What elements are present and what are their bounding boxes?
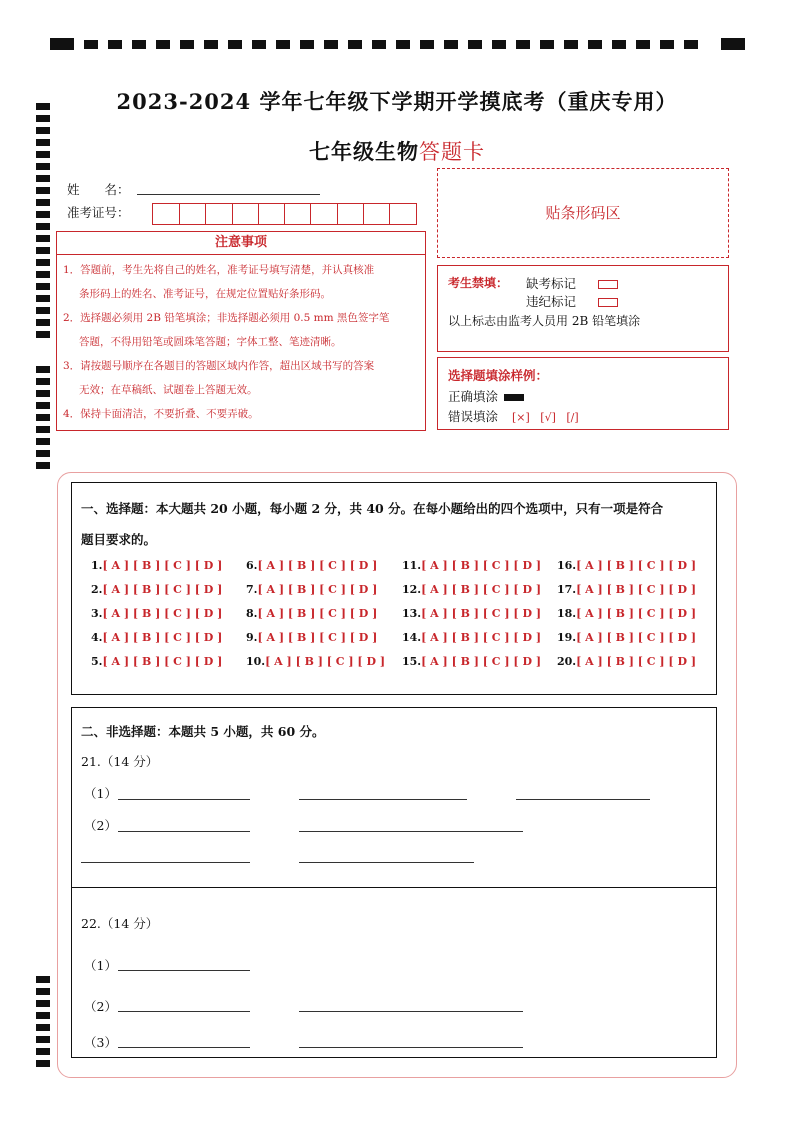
name-label: 姓 名： [67, 182, 130, 197]
choice-item[interactable] [246, 607, 377, 620]
wrong-marks: [×] [√] [/] [512, 411, 579, 424]
timing-mark [36, 378, 50, 385]
option-bubbles[interactable]: [ A ] [ B ] [ C ] [ D ] [102, 607, 223, 620]
timing-mark [156, 40, 170, 49]
choice-item[interactable] [91, 607, 222, 620]
answer-line[interactable] [299, 831, 523, 832]
question-number: 17. [557, 583, 577, 596]
timing-mark [36, 450, 50, 457]
page-subtitle [0, 136, 794, 166]
notice-item: 答题，不得用铅笔或圆珠笔答题；字体工整、笔迹清晰。 [79, 336, 342, 348]
timing-mark [36, 462, 50, 469]
timing-mark [180, 40, 194, 49]
question-number: 12. [402, 583, 422, 596]
choice-item[interactable] [402, 655, 541, 668]
timing-mark [36, 331, 50, 338]
timing-mark [84, 40, 98, 49]
answer-line[interactable] [299, 799, 467, 800]
timing-mark [36, 1048, 50, 1055]
timing-marks-top [50, 38, 745, 50]
question-number: 7. [246, 583, 258, 596]
sample-title: 选择题填涂样例： [448, 368, 549, 383]
question-number: 11. [402, 559, 422, 572]
timing-mark [612, 40, 626, 49]
option-bubbles[interactable]: [ A ] [ B ] [ C ] [ D ] [257, 607, 378, 620]
answer-line[interactable] [118, 1011, 250, 1012]
timing-mark [36, 414, 50, 421]
notice-item: 无效；在草稿纸、试题卷上答题无效。 [79, 384, 258, 396]
timing-mark [36, 223, 50, 230]
option-bubbles[interactable]: [ A ] [ B ] [ C ] [ D ] [576, 655, 697, 668]
choice-item[interactable] [557, 655, 696, 668]
choice-heading-line1: 一、选择题：本大题共 20 小题，每小题 2 分，共 40 分。在每小题给出的四个选项中，只有一项是符合 [81, 501, 664, 516]
proctor-title: 考生禁填： [448, 276, 509, 290]
option-bubbles[interactable]: [ A ] [ B ] [ C ] [ D ] [102, 631, 223, 644]
absent-label: 缺考标记 [526, 276, 577, 291]
question-number: 13. [402, 607, 422, 620]
option-bubbles[interactable]: [ A ] [ B ] [ C ] [ D ] [257, 559, 378, 572]
timing-mark [396, 40, 410, 49]
question-number: 16. [557, 559, 577, 572]
q22-part2-label: （2） [84, 999, 117, 1014]
timing-mark [721, 38, 745, 50]
option-bubbles[interactable]: [ A ] [ B ] [ C ] [ D ] [265, 655, 386, 668]
subtitle-accent: 答题卡 [419, 140, 485, 164]
timing-mark [36, 235, 50, 242]
answer-line[interactable] [299, 862, 474, 863]
nonchoice-heading: 二、非选择题：本题共 5 小题，共 60 分。 [81, 724, 325, 739]
choice-item[interactable] [402, 631, 541, 644]
wrong-fill [448, 407, 579, 425]
timing-mark [36, 271, 50, 278]
choice-item[interactable] [402, 583, 541, 596]
id-label: 准考证号： [67, 205, 130, 220]
choice-item[interactable] [402, 607, 541, 620]
q22-part3-label: （3） [84, 1035, 117, 1050]
choice-item[interactable] [91, 655, 222, 668]
answer-line[interactable] [516, 799, 650, 800]
answer-line[interactable] [81, 862, 250, 863]
timing-mark [36, 1000, 50, 1007]
exam-id-field[interactable] [152, 203, 417, 225]
timing-mark [684, 40, 698, 49]
choice-item[interactable] [91, 583, 222, 596]
notice-item: 3．请按题号顺序在各题目的答题区域内作答，超出区域书写的答案 [63, 360, 375, 372]
barcode-area [437, 168, 729, 258]
timing-mark [50, 38, 74, 50]
correct-fill [448, 387, 524, 405]
timing-mark [36, 211, 50, 218]
timing-mark [372, 40, 386, 49]
q22-part1-label: （1） [84, 958, 117, 973]
timing-mark [636, 40, 650, 49]
q22-label: 22.（14 分） [81, 916, 159, 931]
option-bubbles[interactable]: [ A ] [ B ] [ C ] [ D ] [576, 583, 697, 596]
question-number: 6. [246, 559, 258, 572]
timing-mark [564, 40, 578, 49]
timing-mark [540, 40, 554, 49]
timing-mark [660, 40, 674, 49]
option-bubbles[interactable]: [ A ] [ B ] [ C ] [ D ] [257, 631, 378, 644]
timing-mark [36, 115, 50, 122]
choice-item[interactable] [91, 631, 222, 644]
question-number: 19. [557, 631, 577, 644]
timing-mark [36, 976, 50, 983]
option-bubbles[interactable]: [ A ] [ B ] [ C ] [ D ] [421, 631, 542, 644]
choice-item[interactable] [246, 655, 385, 668]
timing-mark [36, 295, 50, 302]
timing-mark [36, 426, 50, 433]
sample-box [437, 357, 729, 430]
timing-mark [36, 319, 50, 326]
question-number: 14. [402, 631, 422, 644]
q21-section [71, 707, 717, 888]
timing-mark [588, 40, 602, 49]
choice-item[interactable] [557, 631, 696, 644]
timing-mark [36, 1036, 50, 1043]
question-number: 20. [557, 655, 577, 668]
choice-section [71, 482, 717, 695]
notice-item: 条形码上的姓名、准考证号，在规定位置贴好条形码。 [79, 288, 331, 300]
option-bubbles[interactable]: [ A ] [ B ] [ C ] [ D ] [257, 583, 378, 596]
timing-mark [444, 40, 458, 49]
choice-heading-line2: 题目要求的。 [81, 532, 157, 547]
proctor-note: 以上标志由监考人员用 2B 铅笔填涂 [448, 314, 641, 328]
notice-item: 1．答题前，考生先将自己的姓名，准考证号填写清楚，并认真核准 [63, 264, 375, 276]
timing-mark [36, 247, 50, 254]
timing-mark [516, 40, 530, 49]
option-bubbles[interactable]: [ A ] [ B ] [ C ] [ D ] [102, 655, 223, 668]
notice-box [56, 231, 426, 431]
timing-mark [36, 1024, 50, 1031]
answer-line[interactable] [118, 831, 250, 832]
choice-item[interactable] [246, 559, 377, 572]
timing-mark [36, 259, 50, 266]
timing-mark [348, 40, 362, 49]
question-number: 4. [91, 631, 103, 644]
name-field[interactable] [137, 194, 320, 195]
option-bubbles[interactable]: [ A ] [ B ] [ C ] [ D ] [102, 583, 223, 596]
timing-mark [36, 390, 50, 397]
notice-title: 注意事项 [57, 232, 425, 255]
barcode-label: 贴条形码区 [545, 204, 621, 222]
q22-section [71, 887, 717, 1058]
notice-item: 4．保持卡面清洁，不要折叠、不要弄破。 [63, 408, 259, 420]
timing-mark [492, 40, 506, 49]
question-number: 10. [246, 655, 266, 668]
proctor-box [437, 265, 729, 352]
question-number: 15. [402, 655, 422, 668]
filled-mark-icon [504, 394, 524, 401]
correct-label: 正确填涂 [448, 389, 499, 404]
option-bubbles[interactable]: [ A ] [ B ] [ C ] [ D ] [421, 559, 542, 572]
q21-part1-label: （1） [84, 786, 117, 801]
absent-checkbox[interactable] [598, 280, 618, 289]
timing-mark [228, 40, 242, 49]
choice-item[interactable] [402, 559, 541, 572]
notice-item: 2．选择题必须用 2B 铅笔填涂；非选择题必须用 0.5 mm 黑色签字笔 [63, 312, 390, 324]
timing-mark [132, 40, 146, 49]
choice-item[interactable] [246, 631, 377, 644]
timing-mark [300, 40, 314, 49]
option-bubbles[interactable]: [ A ] [ B ] [ C ] [ D ] [421, 607, 542, 620]
timing-mark [36, 438, 50, 445]
answer-line[interactable] [118, 1047, 250, 1048]
answer-line[interactable] [299, 1047, 523, 1048]
choice-item[interactable] [557, 607, 696, 620]
violation-label: 违纪标记 [526, 294, 577, 309]
timing-mark [276, 40, 290, 49]
timing-mark [324, 40, 338, 49]
option-bubbles[interactable]: [ A ] [ B ] [ C ] [ D ] [102, 559, 223, 572]
answer-line[interactable] [118, 970, 250, 971]
timing-mark [36, 1012, 50, 1019]
choice-item[interactable] [91, 559, 222, 572]
question-number: 5. [91, 655, 103, 668]
wrong-label: 错误填涂 [448, 409, 499, 424]
timing-mark [36, 187, 50, 194]
question-number: 1. [91, 559, 103, 572]
timing-mark [36, 988, 50, 995]
timing-mark [36, 1060, 50, 1067]
subtitle-main: 七年级生物 [309, 139, 419, 164]
option-bubbles[interactable]: [ A ] [ B ] [ C ] [ D ] [576, 559, 697, 572]
timing-mark [36, 127, 50, 134]
absent-mark[interactable] [526, 274, 618, 292]
question-number: 2. [91, 583, 103, 596]
timing-mark [36, 283, 50, 290]
timing-mark [36, 366, 50, 373]
timing-mark [252, 40, 266, 49]
choice-item[interactable] [246, 583, 377, 596]
timing-mark [36, 402, 50, 409]
option-bubbles[interactable]: [ A ] [ B ] [ C ] [ D ] [576, 631, 697, 644]
answer-line[interactable] [118, 799, 250, 800]
choice-item[interactable] [557, 559, 696, 572]
question-number: 9. [246, 631, 258, 644]
timing-mark [36, 175, 50, 182]
question-number: 8. [246, 607, 258, 620]
page-title: 2023-2024 学年七年级下学期开学摸底考（重庆专用） [116, 89, 678, 114]
timing-mark [468, 40, 482, 49]
choice-item[interactable] [557, 583, 696, 596]
timing-mark [36, 307, 50, 314]
timing-mark [420, 40, 434, 49]
violation-mark[interactable] [526, 292, 618, 310]
option-bubbles[interactable]: [ A ] [ B ] [ C ] [ D ] [421, 655, 542, 668]
q21-part2-label: （2） [84, 818, 117, 833]
timing-mark [36, 199, 50, 206]
timing-mark [108, 40, 122, 49]
question-number: 18. [557, 607, 577, 620]
q21-label: 21.（14 分） [81, 754, 159, 769]
question-number: 3. [91, 607, 103, 620]
option-bubbles[interactable]: [ A ] [ B ] [ C ] [ D ] [576, 607, 697, 620]
timing-mark [204, 40, 218, 49]
option-bubbles[interactable]: [ A ] [ B ] [ C ] [ D ] [421, 583, 542, 596]
violation-checkbox[interactable] [598, 298, 618, 307]
answer-line[interactable] [299, 1011, 523, 1012]
